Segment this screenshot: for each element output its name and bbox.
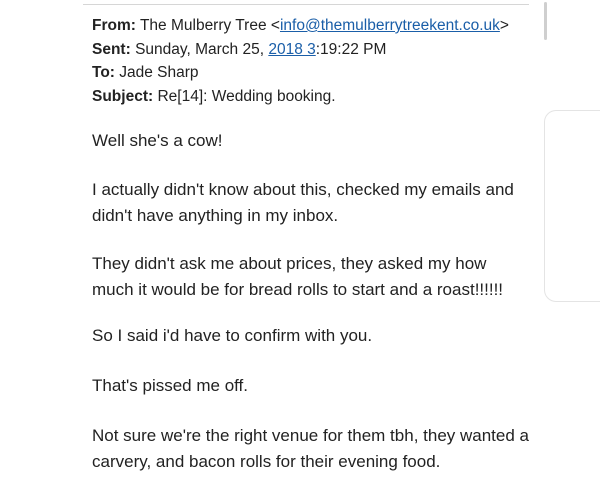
- body-line: carvery, and bacon rolls for their evening food.: [92, 452, 441, 471]
- body-line: Well she's a cow!: [92, 131, 223, 150]
- top-divider: [83, 4, 529, 5]
- subject-label: Subject:: [92, 87, 154, 105]
- from-address-open: <: [270, 17, 280, 34]
- body-line: I actually didn't know about this, checked my emails and: [92, 180, 514, 199]
- body-paragraph-1: [92, 128, 222, 154]
- body-paragraph-5: [92, 373, 248, 399]
- body-line: That's pissed me off.: [92, 376, 249, 395]
- body-line: So I said i'd have to confirm with you.: [92, 326, 373, 345]
- body-paragraph-6: [92, 423, 529, 475]
- scrollbar[interactable]: [544, 2, 547, 40]
- body-line: didn't have anything in my inbox.: [92, 206, 339, 225]
- from-address-close: >: [499, 17, 509, 34]
- to-line: [92, 61, 509, 85]
- sent-label: Sent:: [92, 40, 131, 58]
- body-paragraph-4: [92, 323, 372, 349]
- body-line: much it would be for bread rolls to start and a roast!!!!!!: [92, 280, 504, 299]
- email-headers: [92, 14, 509, 108]
- body-paragraph-3: [92, 251, 503, 303]
- to-value: Jade Sharp: [119, 64, 199, 81]
- from-name: The Mulberry Tree: [139, 17, 267, 34]
- body-line: They didn't ask me about prices, they asked my how: [92, 254, 487, 273]
- sent-time: :19:22 PM: [315, 40, 387, 58]
- from-label: From:: [92, 17, 136, 34]
- body-paragraph-2: [92, 177, 514, 229]
- side-panel-edge: [544, 110, 600, 302]
- from-email-link[interactable]: info@themulberrytreekent.co.uk: [279, 17, 500, 34]
- body-line: Not sure we're the right venue for them tbh, they wanted a: [92, 426, 529, 445]
- sent-date: Sunday, March 25,: [135, 40, 269, 58]
- to-label: To:: [92, 64, 115, 81]
- sent-date-link[interactable]: 2018 3: [268, 40, 316, 58]
- subject-value: Re[14]: Wedding booking.: [157, 87, 336, 105]
- from-line: [92, 14, 509, 38]
- subject-line: [92, 85, 509, 109]
- sent-line: [92, 38, 509, 62]
